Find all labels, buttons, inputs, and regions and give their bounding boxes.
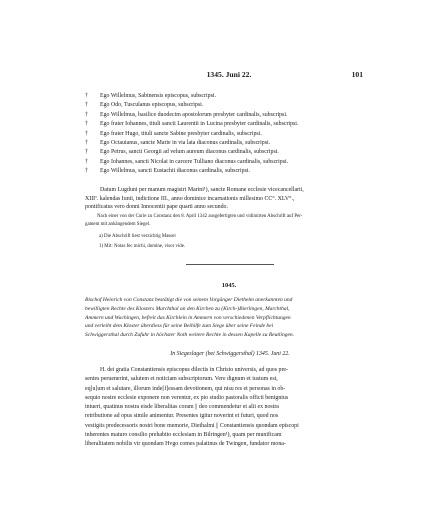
- footnote-1: 1) Mit: Notas fec michi, domine, visor vide.: [99, 244, 186, 250]
- signer-line: † Ego Petrus, sancti Georgii ad velum aureum diaconus cardinalis, subscripsi.: [85, 148, 375, 157]
- regest-line: und verleiht dem Kloster überdiess für seine Beihilfe zum Siege über seine Feinde bei: [85, 323, 274, 330]
- section-divider: [186, 264, 274, 265]
- source-note-line: Nach einer von der Curie zu Constanz den 8. April 1342 ausgefertigten und vidimirten Abschrift auf Per-: [97, 214, 303, 219]
- signer-line: † Ego Odo, Tusculanus episcopus, subscripsi.: [85, 101, 375, 110]
- dagger-mark: †: [85, 140, 88, 147]
- signer-line: † Ego Willelmus, basilice duodecim apostolorum presbyter cardinalis, subscripsi.: [85, 111, 375, 120]
- dagger-mark: †: [85, 93, 88, 99]
- header-date: 1345. Juni 22.: [206, 70, 252, 79]
- charter-line: retributione ad opus simile animentur. Presentes igitur noverint et futuri, quod nos: [85, 413, 279, 420]
- charter-line: liberalitatem nobilis vir quondam Hvgo comes palatinus de Twingen, fundator mona-: [85, 441, 286, 448]
- dagger-mark: †: [85, 121, 88, 128]
- regest-line: Ammern und Wachingen, befreit das Kirchlein in Ammern von verschiedenen Verpflichtungen: [85, 314, 291, 321]
- dagger-mark: †: [85, 102, 88, 109]
- charter-text: [85, 366, 375, 450]
- dagger-mark: †: [85, 111, 88, 118]
- page-number: 101: [351, 70, 363, 79]
- charter-line: intueri, quatinus nostra eisde liberalitas coram || deo commendetur et alii ex nostra: [85, 404, 279, 411]
- regest-summary: [85, 296, 375, 340]
- dating-line: pontificatus vero donni Innocentii pape quarti anno secundo.: [85, 204, 228, 211]
- charter-line: H. dei gratia Constantiensis episcopus dilectis in Christo universis, ad quos pre-: [100, 367, 288, 373]
- signer-line: † Ego Octauianus, sancte Marie in via lata diaconus cardinalis, subscripsi.: [85, 139, 375, 148]
- charter-line: sequio nostre ecclesie exponere non verentur, ex pio studio pastoralis officii benignius: [85, 394, 289, 401]
- signer-line: † Ego frater Hugo, tituli sancte Sabine presbyter cardinalis, subscripsi.: [85, 130, 375, 139]
- signer-line: † Ego Willelmus, sancti Eustachii diaconus cardinalis, subscripsi.: [85, 167, 375, 176]
- signer-line: † Ego Iohannes, sancti Nicolai in carcere Tulliano diaconus cardinalis, subscripsi.: [85, 158, 375, 167]
- source-note-line: gament mit anhängendem Siegel.: [85, 221, 151, 227]
- document-number: 1045.: [221, 282, 237, 289]
- place-date-line: In Siegeslager (bei Schwiggersthal) 1345. Juni 22.: [170, 351, 290, 357]
- regest-line: bewilligten Rechte des Klosters Marchthal an den Kirchen zu (Kirch-)Bierlingen, Marchthal,: [85, 305, 290, 312]
- signer-list: [85, 92, 375, 177]
- source-notes: [85, 213, 375, 251]
- signer-line: † Ego frater Iohannes, tituli sancti Laurentii in Lucina presbyter cardinalis, subscripsi.: [85, 120, 375, 129]
- charter-line: inherentes maturo consilio prehabito ecclesiam in Bilringen¹), quam per munificam: [85, 432, 282, 439]
- dating-clause: [85, 186, 375, 212]
- charter-line: sentes peruenerint, salutem et noticiam subscriptorum. Vere dignum et iustum est,: [85, 376, 278, 383]
- charter-line: eq[u]um et salutare, illorum inde[f]essam devotionem, qui nisu res et personas in ob-: [85, 385, 286, 392]
- charter-line: vestigiis predecessoris nostri bone memorie, Diethalmi || Constantiensis quondam episcopi: [85, 422, 299, 429]
- dagger-mark: †: [85, 149, 88, 156]
- regest-line: Bischof Heinrich von Constanz bestätigt die von seinem Vorgänger Diethelm anerkannten und: [85, 297, 293, 303]
- regest-line: Schwiggersthal durch Zufuhr in höchster Noth weitere Rechte in dessen Kapelle zu Reutlingen.: [85, 332, 295, 339]
- dating-line: XIIIª. kalendas Iunii, indictione III., anno dominice incarnationis millesimo CC°. XLV°.,: [85, 195, 295, 202]
- signer-line: † Ego Willelmus, Sabinensis episcopus, subscripsi.: [85, 92, 375, 101]
- dagger-mark: †: [85, 130, 88, 137]
- dagger-mark: †: [85, 158, 88, 165]
- dagger-mark: †: [85, 168, 88, 175]
- dating-line: Datum Lugduni per manum magistri Marini¹), sancte Romane ecclesie vicecancellarii,: [100, 187, 304, 193]
- footnote-a: a) Die Abschrift liest verzichtig Massei: [99, 233, 176, 239]
